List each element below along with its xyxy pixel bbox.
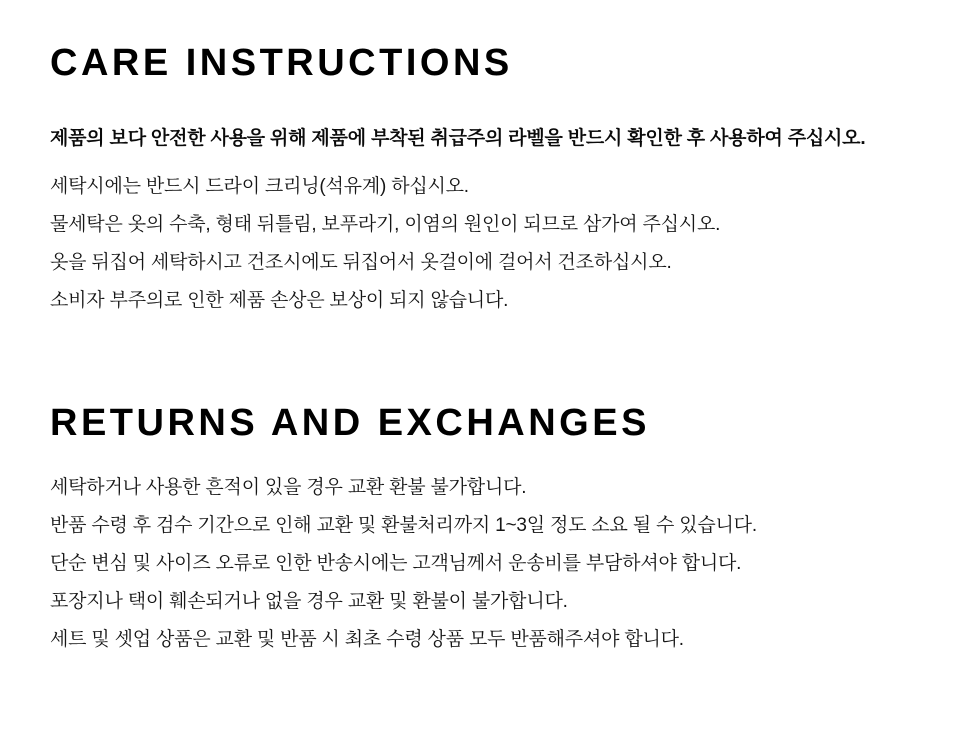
care-instructions-heading: CARE INSTRUCTIONS (50, 42, 513, 84)
care-line-3: 옷을 뒤집어 세탁하시고 건조시에도 뒤집어서 옷걸이에 걸어서 건조하십시오. (50, 252, 672, 273)
returns-line-2: 반품 수령 후 검수 기간으로 인해 교환 및 환불처리까지 1~3일 정도 소요 될 수 있습니다. (50, 515, 757, 536)
care-instructions-list (50, 168, 920, 320)
care-intro-notice: 제품의 보다 안전한 사용을 위해 제품에 부착된 취급주의 라벨을 반드시 확인한 후 사용하여 주십시오. (50, 128, 866, 149)
care-line-4: 소비자 부주의로 인한 제품 손상은 보상이 되지 않습니다. (50, 290, 509, 311)
returns-line-4: 포장지나 택이 훼손되거나 없을 경우 교환 및 환불이 불가합니다. (50, 591, 568, 612)
care-line-1: 세탁시에는 반드시 드라이 크리닝(석유계) 하십시오. (50, 176, 469, 197)
returns-line-1: 세탁하거나 사용한 흔적이 있을 경우 교환 환불 불가합니다. (50, 477, 527, 498)
returns-exchanges-heading: RETURNS AND EXCHANGES (50, 402, 650, 444)
returns-policy-list (50, 469, 920, 659)
returns-line-5: 세트 및 셋업 상품은 교환 및 반품 시 최초 수령 상품 모두 반품해주셔야 합니다. (50, 629, 684, 650)
care-line-2: 물세탁은 옷의 수축, 형태 뒤틀림, 보푸라기, 이염의 원인이 되므로 삼가여 주십시오. (50, 214, 721, 235)
returns-line-3: 단순 변심 및 사이즈 오류로 인한 반송시에는 고객님께서 운송비를 부담하셔야 합니다. (50, 553, 742, 574)
